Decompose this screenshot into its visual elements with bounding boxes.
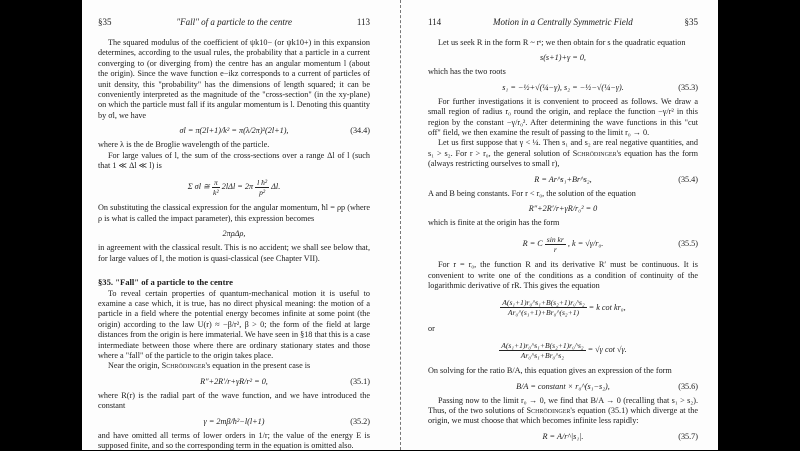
equation-35-3 <box>428 82 698 93</box>
equation-body: s(s+1)+γ = 0, <box>540 53 586 63</box>
left-paragraph-9: and have omitted all terms of lower orders in 1/r; the value of the energy E is supposed finite, and so the corresponding term in the equation is omitted also. <box>98 430 370 450</box>
author-name: Schrödinger <box>572 148 617 158</box>
equation-body <box>188 175 281 199</box>
right-paragraph-4 <box>428 138 698 169</box>
fraction <box>255 178 269 197</box>
text-run: Near the origin, <box>108 361 162 371</box>
equation-rhs: = k cot kr₀, <box>588 302 626 312</box>
equation-body <box>499 338 627 362</box>
left-paragraph-3: For large values of l, the sum of the cross-sections over a range Δl of l (such that 1 ≪ Δl ≪ l) is <box>98 150 370 171</box>
right-section-mark: §35 <box>684 17 698 27</box>
left-paragraph-8: where R(r) is the radial part of the wave function, and we have introduced the constant <box>98 390 370 411</box>
left-section-mark: §35 <box>98 17 112 27</box>
left-paragraph-4: On substituting the classical expression for the angular momentum, ħl = ρp (where ρ is what is called the impact parameter), this expression becomes <box>98 203 370 223</box>
fraction-denominator: r <box>553 245 557 255</box>
left-running-title: "Fall" of a particle to the centre <box>176 17 293 27</box>
equation-body: B/A = constant × r₀^(s₁−s₂), <box>516 381 610 391</box>
left-paragraph-7 <box>98 361 370 371</box>
right-paragraph-1: Let us seek R in the form R ~ rˢ; we then obtain for s the quadratic equation <box>438 38 686 47</box>
right-running-head <box>428 17 698 29</box>
book-spread <box>82 0 718 450</box>
equation-number: (35.4) <box>678 174 698 184</box>
left-paragraph-6: To reveal certain properties of quantum-mechanical motion it is useful to examine a case which, it is true, has no direct physical meaning: the motion of a particle in a field where the potential energy becomes infinite at some point (the origin) according to the law U(r) ≈ −β/r², β > 0; the form of the field at large distances from the origin is here immaterial. We have seen in §18 that this is a case intermediate between those where there are ordinary stationary states and those where a "fall" of the particle to the origin takes place. <box>98 288 370 360</box>
equation-quadratic <box>428 52 698 63</box>
equation-35-1 <box>98 376 370 387</box>
page-gutter-divider <box>400 0 401 450</box>
equation-number: (34.4) <box>350 126 370 136</box>
fraction-numerator: A(s₁+1)r₀^s₁+B(s₂+1)r₀^s₂ <box>502 298 585 308</box>
sum-tail: Δl. <box>271 182 281 192</box>
equation-lhs: R = C <box>522 239 543 249</box>
equation-body <box>500 296 625 320</box>
equation-35-5 <box>428 232 698 256</box>
equation-body: γ = 2mβ/ħ²−l(l+1) <box>203 416 265 426</box>
equation-rhs: , k = √γ/r₀. <box>567 239 604 249</box>
fraction-denominator: p² <box>259 188 266 198</box>
right-page <box>428 0 698 450</box>
right-running-title: Motion in a Centrally Symmetric Field <box>492 17 633 27</box>
equation-number: (35.5) <box>678 239 698 249</box>
right-paragraph-6: which is finite at the origin has the form <box>428 218 560 228</box>
left-paragraph-5: in agreement with the classical result. This is no accident; we shall see below that, for large values of l, the motion is quasi-classical (see Chapter VII). <box>98 243 370 263</box>
fraction <box>499 341 585 360</box>
left-paragraph-2: where λ is the de Broglie wavelength of the particle. <box>98 140 270 150</box>
equation-cross-section-sum <box>98 175 370 199</box>
author-name: Schrödinger <box>526 405 571 415</box>
right-paragraph-8: On solving for the ratio B/A, this equation gives an expression of the form <box>428 366 672 376</box>
equation-number: (35.1) <box>350 376 370 386</box>
equation-number: (35.3) <box>678 82 698 92</box>
equation-rhs: = √γ cot √γ. <box>587 345 627 355</box>
text-run: Passing now to the limit r₀ → 0, we find that B/A → 0 (recalling that s₁ > s₂). Thus, of the two solutions of <box>428 395 698 415</box>
equation-34-4 <box>98 125 370 136</box>
equation-inner-region <box>428 203 698 214</box>
fraction-numerator: π <box>213 178 218 188</box>
right-paragraph-7: For r = r₀, the function R and its derivative R′ must be continuous. It is convenient to write one of the conditions as a condition of continuity of the logarithmic derivative of rR. This gives the equation <box>428 260 698 291</box>
text-run: 's equation (35.1) which diverge at the origin, we must choose that which becomes infinite less rapidly: <box>428 405 698 426</box>
right-word-or: or <box>428 323 435 333</box>
left-running-head <box>98 17 370 29</box>
equation-35-2 <box>98 416 370 427</box>
equation-number: (35.7) <box>678 431 698 441</box>
section-heading: §35. "Fall" of a particle to the centre <box>98 277 233 288</box>
sum-middle: 2lΔl = 2π <box>221 182 254 192</box>
equation-body: R″+2R′/r+γR/r₀² = 0 <box>528 204 598 214</box>
equation-body: R″+2R′/r+γR/r² = 0, <box>200 376 268 386</box>
fraction-numerator: A(s₁+1)r₀^s₁+B(s₂+1)r₀^s₂ <box>501 340 584 350</box>
fraction <box>500 298 586 317</box>
equation-body: R = Ar^s₁+Br^s₂, <box>534 174 592 184</box>
right-paragraph-3: For further investigations it is convenient to proceed as follows. We draw a small region of radius r₀ round the origin, and replace the function −γ/r² in this region by the constant −γ/r₀². After determining the wave functions in this "cut off" field, we then examine the result of passing to the limit r₀ → 0. <box>428 96 698 138</box>
text-run: Let us first suppose that γ < ¼. Then s₁ and s₂ are real negative quantities, and s₁ > s₂. For r > r₀, the general solution of <box>428 138 698 158</box>
right-paragraph-2: which has the two roots <box>428 67 506 77</box>
text-run: 's equation has the form (always restricting ourselves to small r), <box>428 148 699 169</box>
equation-log-derivative-1 <box>428 296 698 320</box>
fraction-denominator: Ar₀^s₁+Br₀^s₂ <box>520 350 564 360</box>
left-page-number: 113 <box>356 17 370 27</box>
equation-35-7 <box>428 431 698 442</box>
equation-body <box>523 232 604 256</box>
equation-35-4 <box>428 174 698 185</box>
equation-number: (35.2) <box>350 416 370 426</box>
right-paragraph-5: A and B being constants. For r < r₀, the solution of the equation <box>428 188 636 198</box>
fraction <box>212 178 220 197</box>
equation-body: σl = π(2l+1)/k² = π(λ/2π)²(2l+1), <box>179 126 289 136</box>
left-paragraph-1: The squared modulus of the coefficient of ψk10− (or ψk10+) in this expansion determines, according to the usual rules, the probability that a particle in a current converging to (or diverging from) the centre has an angular momentum l (about the origin). Since the wave function e−ikz corresponds to a current of particles of unit density, this "probability" has the dimensions of length squared; it can be conveniently interpreted as the magnitude of the "cross-section" (in the xy-plane) on which the particle must fall if its angular momentum is l. Denoting this quantity by σl, we have <box>98 38 370 120</box>
fraction-numerator: l ħ² <box>257 178 268 188</box>
equation-body: s₁ = −½+√(¼−γ), s₂ = −½−√(¼−γ). <box>502 82 624 92</box>
equation-number: (35.6) <box>678 381 698 391</box>
author-name: Schrödinger <box>161 361 206 371</box>
text-run: 's equation in the present case is <box>205 361 311 371</box>
right-paragraph-9 <box>428 396 698 427</box>
equation-35-6 <box>428 381 698 392</box>
equation-body: R = A/r^|s₁|. <box>542 431 584 441</box>
equation-body: 2πρΔρ, <box>222 229 246 239</box>
left-page <box>98 0 370 450</box>
fraction-denominator: k² <box>213 188 219 198</box>
equation-classical <box>98 228 370 239</box>
fraction-numerator: sin kr <box>546 235 564 245</box>
sum-lhs: Σ σl ≅ <box>187 182 212 192</box>
equation-log-derivative-2 <box>428 338 698 362</box>
right-page-number: 114 <box>428 17 442 27</box>
fraction-denominator: Ar₀^(s₁+1)+Br₀^(s₂+1) <box>507 308 580 318</box>
fraction <box>545 235 566 254</box>
